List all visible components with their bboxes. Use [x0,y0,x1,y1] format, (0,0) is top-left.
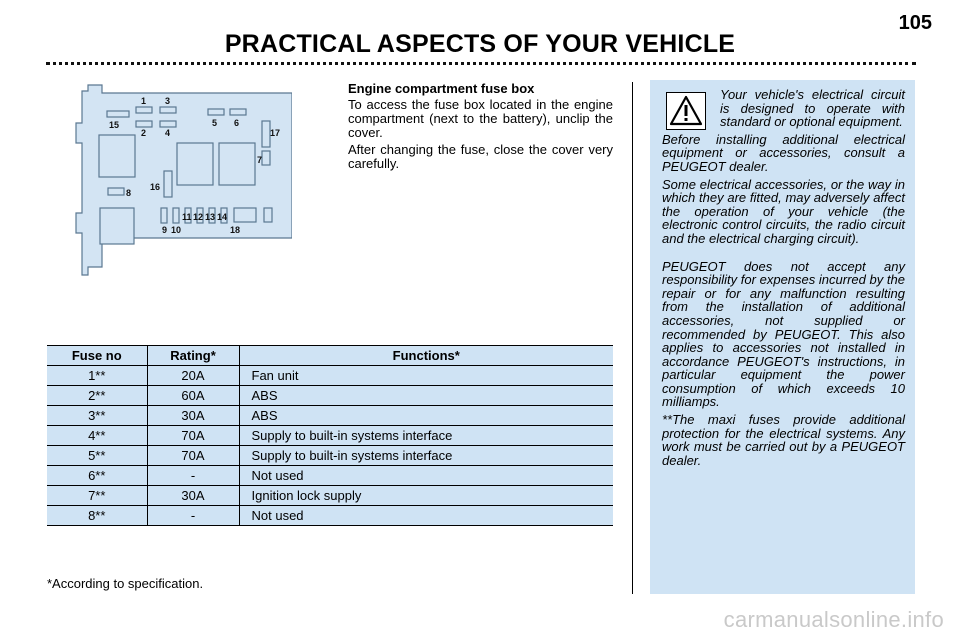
fuse-slot [160,107,176,113]
warning-triangle-icon [666,92,706,130]
fuse-label: 18 [230,225,241,235]
warning-paragraph: PEUGEOT does not accept any responsibility for expenses incurred by the repair or for any malfunction resulting from the installation of additional accessories, not supplied or recommended by PEUGEOT. This also applies to accessories not installed in accordance PEUGEOT's instructions, in particular equipment the power consumption of which exceeds 10 milliamps. [662,258,905,410]
fuse-number: 8** [47,506,147,526]
fuse-slot [262,151,270,165]
fuse-function: Ignition lock supply [239,486,613,506]
warning-paragraph: Some electrical accessories, or the way in which they are fitted, may adversely affect the operation of your vehicle (the electronic control circuits, the radio circuit and the electrical charging circuit). [662,176,905,246]
fuse-slot [173,208,179,223]
table-row [47,406,613,426]
fuse-rating: 30A [147,406,239,426]
table-row [47,426,613,446]
fuse-function: Supply to built-in systems interface [239,446,613,466]
table-row [47,386,613,406]
title-divider [46,62,916,65]
fuse-label: 1 [141,96,147,106]
watermark: carmanualsonline.info [723,607,944,632]
fuse-slot [164,171,172,197]
fuse-label: 6 [234,118,240,128]
column-divider [632,82,633,594]
fuse-slot [161,208,167,223]
fuse-label: 16 [150,182,161,192]
fuse-rating: 70A [147,426,239,446]
fuse-rating: 60A [147,386,239,406]
fuse-function: ABS [239,406,613,426]
page-number: 105 [898,12,932,34]
connector-block [100,208,134,244]
fuse-rating: 20A [147,366,239,386]
fuse-slot [208,109,224,115]
table-row [47,446,613,466]
warning-intro: Your vehicle's electrical circuit is designed to operate with standard or optional equipment. [720,87,905,130]
relay-block [177,143,213,185]
fuse-label: 17 [270,128,281,138]
fuse-label: 9 [162,225,168,235]
fuse-number: 2** [47,386,147,406]
column-header: Rating* [147,346,239,366]
fuse-label: 13 [205,212,216,222]
table-row [47,506,613,526]
fuse-number: 6** [47,466,147,486]
fuse-rating: 30A [147,486,239,506]
warning-panel [650,80,915,594]
closing-instructions: After changing the fuse, close the cover very carefully. [348,142,613,171]
fuse-number: 5** [47,446,147,466]
fuse-function: Supply to built-in systems interface [239,426,613,446]
fuse-slot [160,121,176,127]
fuse-rating: - [147,466,239,486]
fuse-rating: 70A [147,446,239,466]
fuse-label: 3 [165,96,171,106]
fuse-label: 2 [141,128,147,138]
fuse-slot [107,111,129,117]
fuse-rating: - [147,506,239,526]
fuse-label: 11 [182,212,192,222]
fuse-function: Fan unit [239,366,613,386]
fuse-slot [108,188,124,195]
fuse-number: 4** [47,426,147,446]
fuse-label: 15 [109,120,120,130]
section-heading: Engine compartment fuse box [348,81,535,96]
fuse-label: 12 [193,212,204,222]
fuse-slot [234,208,256,222]
table-header-row [47,346,613,366]
fuse-slot [136,121,152,127]
fuse-table [47,345,613,526]
engine-fuse-box-section [348,82,613,174]
relay-block [219,143,255,185]
fuse-box-diagram [74,83,292,278]
fuse-label: 5 [212,118,218,128]
column-header: Fuse no [47,346,147,366]
fuse-slot [136,107,152,113]
fuse-label: 8 [126,188,132,198]
fuse-slot [264,208,272,222]
fuse-slot [262,121,270,147]
fuse-slot [230,109,246,115]
page-title: PRACTICAL ASPECTS OF YOUR VEHICLE [224,30,736,58]
fuse-label: 4 [165,128,171,138]
column-header: Functions* [239,346,613,366]
fuse-function: Not used [239,506,613,526]
access-instructions: To access the fuse box located in the engine compartment (next to the battery), unclip the cover. [348,97,613,140]
fuse-label: 14 [217,212,228,222]
warning-paragraph: Before installing additional electrical equipment or accessories, consult a PEUGEOT dealer. [662,131,905,174]
table-row [47,366,613,386]
fuse-number: 1** [47,366,147,386]
fuse-function: Not used [239,466,613,486]
fuse-number: 3** [47,406,147,426]
warning-paragraph: **The maxi fuses provide additional protection for the electrical systems. Any work must be carried out by a PEUGEOT dealer. [662,412,905,468]
fuse-label: 7 [257,155,263,165]
fuse-function: ABS [239,386,613,406]
table-row [47,486,613,506]
relay-block [99,135,135,177]
fuse-label: 10 [171,225,182,235]
footnote: *According to specification. [47,576,204,591]
table-row [47,466,613,486]
fuse-number: 7** [47,486,147,506]
